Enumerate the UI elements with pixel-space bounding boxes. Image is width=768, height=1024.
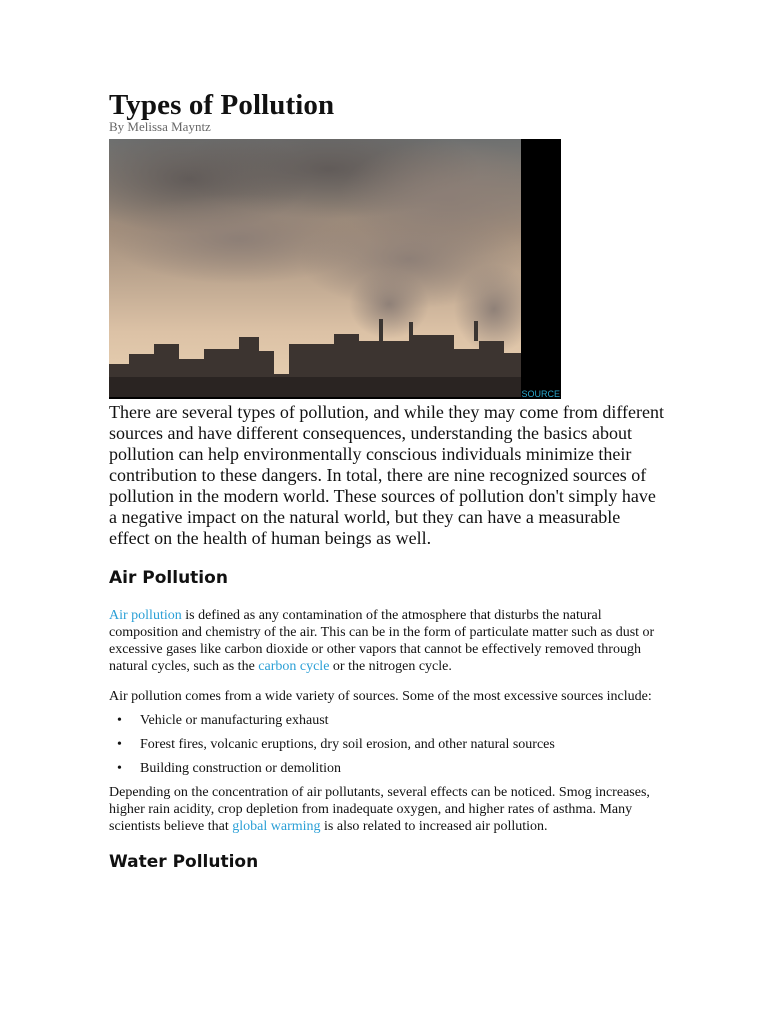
air-effects-paragraph bbox=[109, 784, 657, 835]
list-item bbox=[109, 712, 669, 729]
air-pollution-definition bbox=[109, 607, 657, 675]
air-sources-intro: Air pollution comes from a wide variety of sources. Some of the most excessive sources include: bbox=[109, 689, 652, 704]
definition-text-1: is defined as any contamination of the atmosphere that disturbs the natural composition and chemistry of the air. This can be in the form of particulate matter such as dust or excessive gases like carbon dioxide or other vapors that cannot be effectively removed through natural cycles, such as the bbox=[109, 608, 655, 674]
page-title: Types of Pollution bbox=[109, 89, 335, 121]
air-sources-list bbox=[109, 712, 669, 777]
section-heading-water-pollution: Water Pollution bbox=[109, 852, 259, 872]
byline: By Melissa Mayntz bbox=[109, 119, 211, 134]
hero-image bbox=[109, 139, 561, 399]
section-heading-air-pollution: Air Pollution bbox=[109, 568, 228, 588]
list-item-text: Building construction or demolition bbox=[140, 761, 342, 776]
effects-text-2: is also related to increased air pollution. bbox=[320, 819, 548, 834]
bullet-icon: • bbox=[117, 737, 122, 752]
carbon-cycle-link[interactable]: carbon cycle bbox=[258, 659, 330, 674]
list-item-text: Forest fires, volcanic eruptions, dry soil erosion, and other natural sources bbox=[140, 737, 555, 752]
bullet-icon: • bbox=[117, 713, 122, 728]
global-warming-link[interactable]: global warming bbox=[232, 819, 321, 834]
list-item bbox=[109, 760, 669, 777]
definition-text-2: or the nitrogen cycle. bbox=[329, 659, 452, 674]
image-source-link[interactable]: SOURCE bbox=[521, 389, 560, 399]
article bbox=[109, 88, 669, 873]
list-item bbox=[109, 736, 669, 753]
intro-paragraph: There are several types of pollution, and while they may come from different sources and have different consequences, understanding the basics about pollution can help environmentally conscious individuals minimize their contribution to these dangers. In total, there are nine recognized sources of pollution in the modern world. These sources of pollution don't simply have a negative impact on the natural world, but they can have a measurable effect on the health of human beings as well. bbox=[109, 402, 664, 548]
bullet-icon: • bbox=[117, 761, 122, 776]
list-item-text: Vehicle or manufacturing exhaust bbox=[140, 713, 329, 728]
effects-text-1: Depending on the concentration of air pollutants, several effects can be noticed. Smog increases, higher rain acidity, crop depletion from inadequate oxygen, and higher rates of asthma. Many scientists believe that bbox=[109, 785, 650, 834]
pollution-photo bbox=[109, 139, 521, 397]
air-pollution-link[interactable]: Air pollution bbox=[109, 608, 182, 623]
